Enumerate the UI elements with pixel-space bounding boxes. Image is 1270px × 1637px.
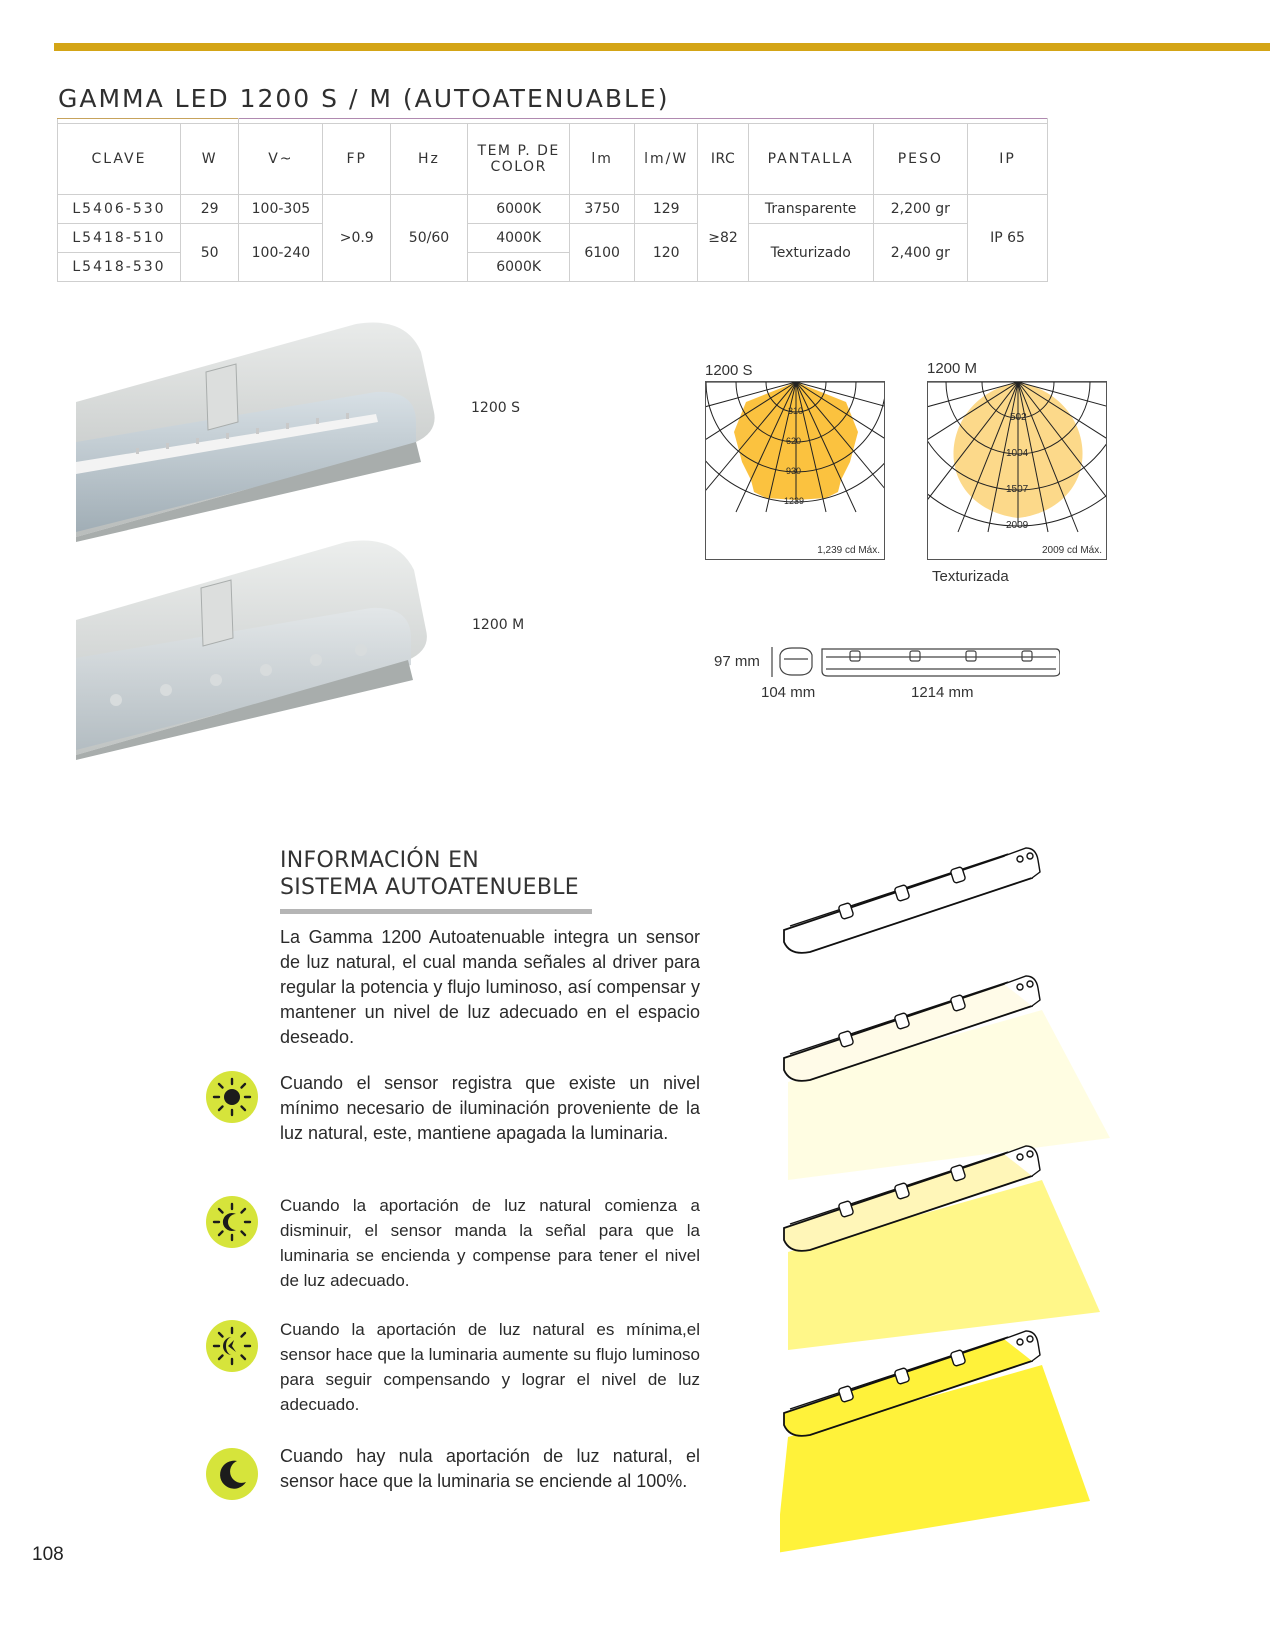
polar-diagram-s — [705, 381, 885, 560]
cell-tem: 6000K — [467, 253, 569, 282]
polar-m-ring-3: 1507 — [1006, 484, 1029, 495]
state-text-1: Cuando el sensor registra que existe un nivel mínimo necesario de iluminación proveniente de la luz natural, este, mantiene apagada la luminaria. — [280, 1073, 700, 1143]
col-fp: FP — [323, 124, 391, 195]
col-clave: CLAVE — [58, 124, 181, 195]
state-text-2: Cuando la aportación de luz natural comienza a disminuir, el sensor manda la señal para que la luminaria se encienda y compense para tener el nivel de luz adecuado. — [280, 1196, 700, 1290]
top-accent-bar — [54, 43, 1270, 51]
polar-s-ring-4: 1239 — [784, 496, 805, 506]
intro-paragraph: La Gamma 1200 Autoatenuable integra un sensor de luz natural, el cual manda señales al driver para regular la potencia y flujo luminoso, así compensar y mantener un nivel de luz adecuado en el espacio deseado. — [280, 927, 700, 1047]
polar-s-ring-1: 310 — [788, 406, 804, 416]
col-tem: TEM P. DE COLOR — [467, 124, 569, 195]
cell-lm: 3750 — [570, 195, 635, 224]
page-number: 108 — [32, 1544, 64, 1565]
polar-s-ring-3: 930 — [786, 466, 802, 476]
cell-peso: 2,400 gr — [873, 224, 967, 282]
cell-hz: 50/60 — [391, 195, 468, 282]
info-heading-line1: INFORMACIÓN EN — [280, 848, 480, 873]
polar-m-caption: Texturizada — [932, 568, 1009, 585]
dim-height: 97 mm — [714, 653, 760, 670]
info-heading-line2: SISTEMA AUTOATENUEBLE — [280, 875, 579, 900]
cell-peso: 2,200 gr — [873, 195, 967, 224]
cell-lmw: 129 — [634, 195, 698, 224]
spec-table — [57, 118, 1048, 282]
polar-s-max: 1,239 cd Máx. — [817, 545, 880, 556]
sun-icon — [206, 1071, 258, 1123]
polar-m-max: 2009 cd Máx. — [1041, 545, 1102, 556]
sun-moon-icon — [206, 1196, 258, 1248]
state-luminaire-1 — [780, 842, 1110, 962]
half-sun-moon-icon — [206, 1320, 258, 1372]
cell-v: 100-240 — [239, 224, 323, 282]
cell-clave: L5406-530 — [58, 195, 181, 224]
col-w: W — [180, 124, 238, 195]
cell-lmw: 120 — [634, 224, 698, 282]
state-luminaire-3 — [780, 1140, 1110, 1350]
cell-clave: L5418-510 — [58, 224, 181, 253]
col-hz: Hz — [391, 124, 468, 195]
dimension-drawing — [770, 645, 1060, 681]
cell-fp: >0.9 — [323, 195, 391, 282]
product-label-s: 1200 S — [471, 400, 520, 416]
col-pantalla: PANTALLA — [748, 124, 873, 195]
cell-irc: ≥82 — [698, 195, 748, 282]
cell-pantalla: Texturizado — [748, 224, 873, 282]
polar-m-ring-4: 2009 — [1006, 520, 1029, 531]
cell-lm: 6100 — [570, 224, 635, 282]
polar-m-ring-2: 1004 — [1006, 448, 1029, 459]
col-lm: lm — [570, 124, 635, 195]
state-luminaire-4 — [780, 1325, 1110, 1555]
dim-width: 104 mm — [761, 684, 816, 701]
col-v: V~ — [239, 124, 323, 195]
moon-icon — [206, 1448, 258, 1500]
polar-title-m: 1200 M — [927, 360, 978, 377]
cell-tem: 6000K — [467, 195, 569, 224]
cell-v: 100-305 — [239, 195, 323, 224]
col-ip: IP — [967, 124, 1047, 195]
luminaire-s-photo — [76, 322, 456, 542]
page-title: GAMMA LED 1200 S / M (AUTOATENUABLE) — [58, 84, 670, 113]
cell-tem: 4000K — [467, 224, 569, 253]
cell-ip: IP 65 — [967, 195, 1047, 282]
cell-w: 50 — [180, 224, 238, 282]
product-label-m: 1200 M — [472, 617, 525, 633]
dim-length: 1214 mm — [911, 684, 974, 701]
polar-diagram-m — [927, 381, 1107, 560]
state-text-3: Cuando la aportación de luz natural es mínima,el sensor hace que la luminaria aumente su flujo luminoso para seguir compensando y lograr el nivel de luz adecuado. — [280, 1320, 700, 1414]
heading-underline — [280, 909, 592, 914]
polar-title-s: 1200 S — [705, 362, 753, 379]
polar-m-ring-1: 502 — [1010, 412, 1027, 423]
table-header-row — [58, 124, 1048, 195]
state-text-4: Cuando hay nula aportación de luz natural, el sensor hace que la luminaria se enciende al 100%. — [280, 1446, 700, 1491]
polar-s-ring-2: 620 — [786, 436, 802, 446]
col-lmw: lm/W — [634, 124, 698, 195]
table-row — [58, 195, 1048, 224]
luminaire-m-photo — [76, 540, 456, 760]
col-irc: IRC — [698, 124, 748, 195]
cell-w: 29 — [180, 195, 238, 224]
table-row — [58, 224, 1048, 253]
cell-pantalla: Transparente — [748, 195, 873, 224]
cell-clave: L5418-530 — [58, 253, 181, 282]
col-peso: PESO — [873, 124, 967, 195]
